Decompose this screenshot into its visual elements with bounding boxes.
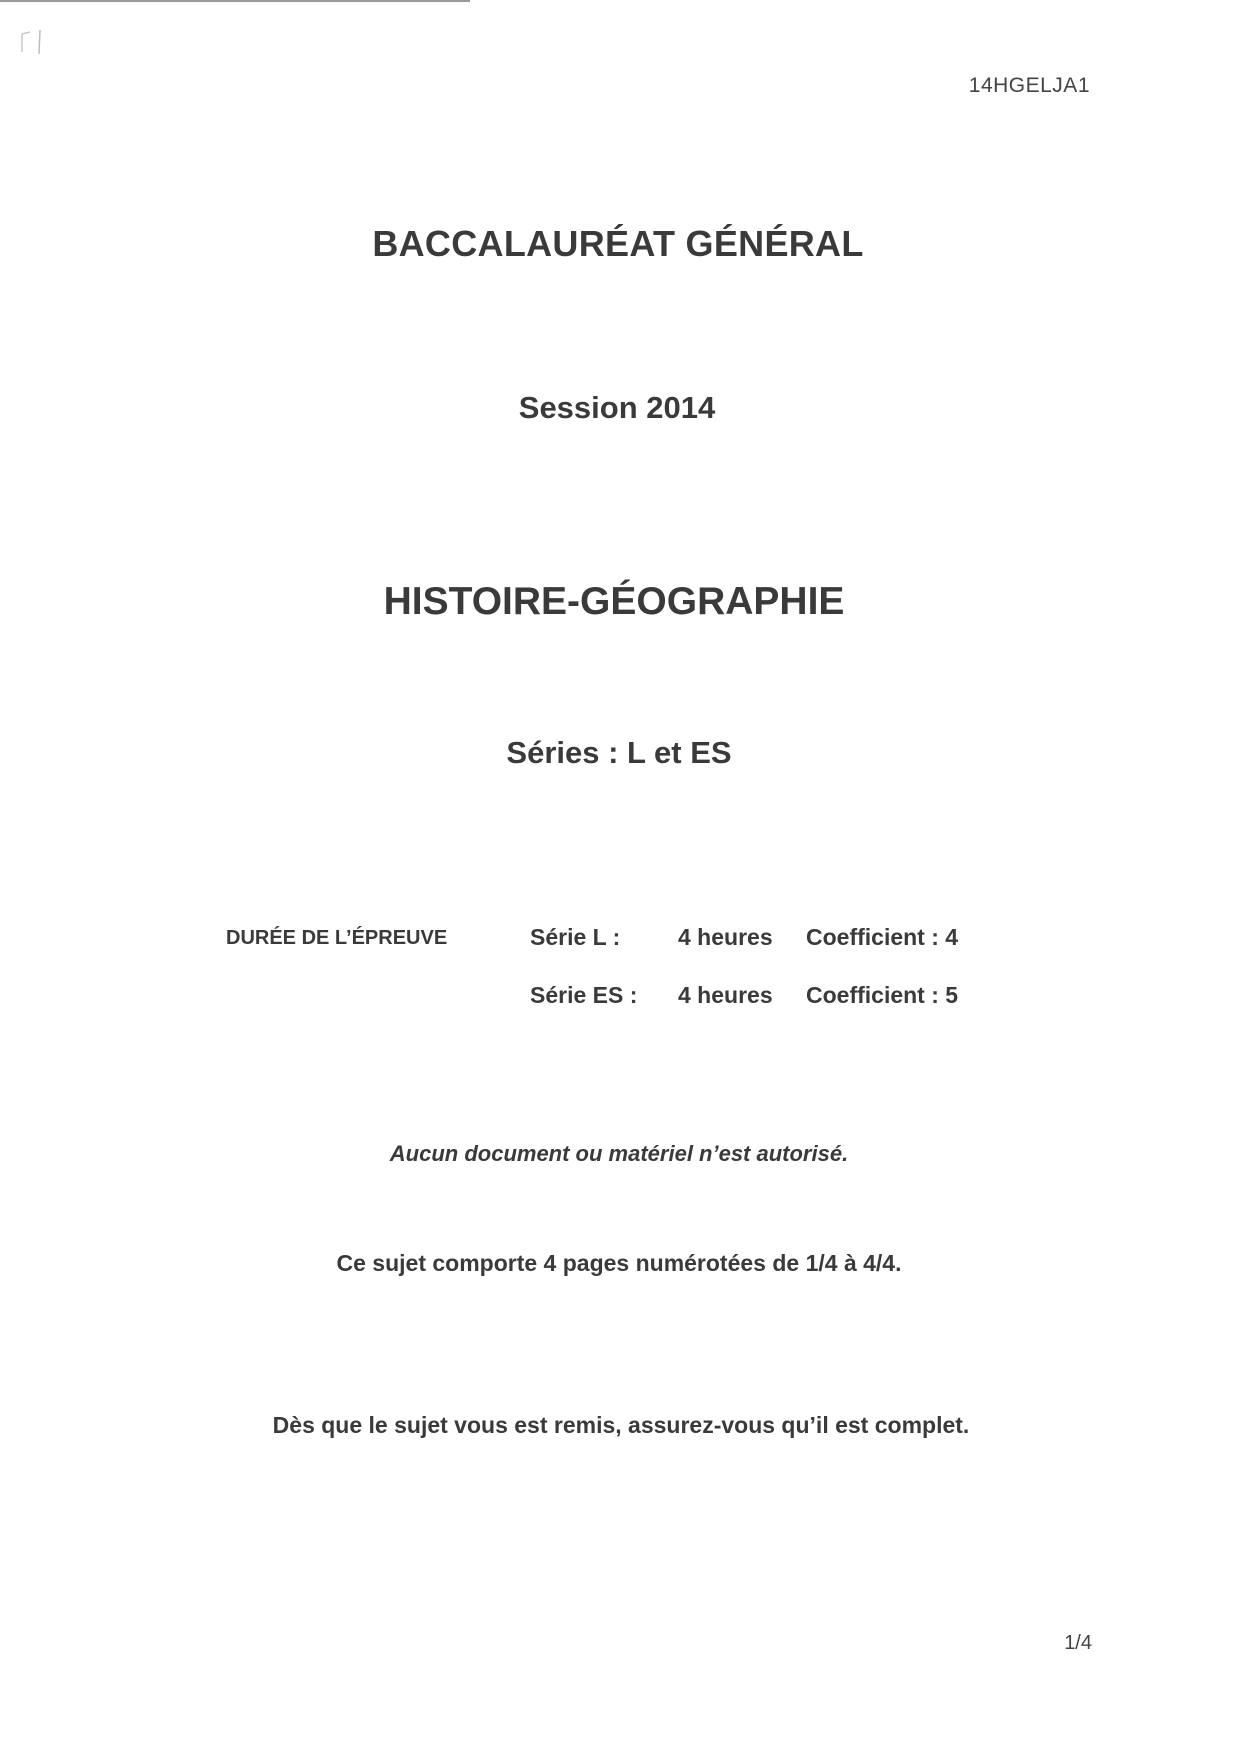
exam-title: BACCALAURÉAT GÉNÉRAL (372, 223, 864, 264)
series-title: Séries : L et ES (506, 735, 732, 770)
completeness-note: Dès que le sujet vous est remis, assurez-vous qu’il est complet. (272, 1412, 970, 1438)
serie-coefficient: Coefficient : 5 (806, 982, 959, 1008)
serie-hours: 4 heures (678, 982, 773, 1008)
scan-mark-icon (18, 28, 44, 58)
duration-label: DURÉE DE L’ÉPREUVE (226, 927, 448, 949)
serie-name: Série ES : (530, 982, 638, 1008)
serie-coefficient: Coefficient : 4 (806, 924, 959, 950)
allowed-materials-note: Aucun document ou matériel n’est autorisé. (389, 1141, 849, 1166)
page-number: 1/4 (1064, 1632, 1092, 1654)
page-count-note: Ce sujet comporte 4 pages numérotées de 1/4 à 4/4. (336, 1250, 902, 1276)
scan-edge (0, 0, 470, 2)
serie-name: Série L : (530, 924, 621, 950)
document-code: 14HGELJA1 (968, 74, 1090, 97)
subject-title: HISTOIRE-GÉOGRAPHIE (383, 580, 845, 623)
session-title: Session 2014 (518, 390, 716, 425)
serie-hours: 4 heures (678, 924, 773, 950)
